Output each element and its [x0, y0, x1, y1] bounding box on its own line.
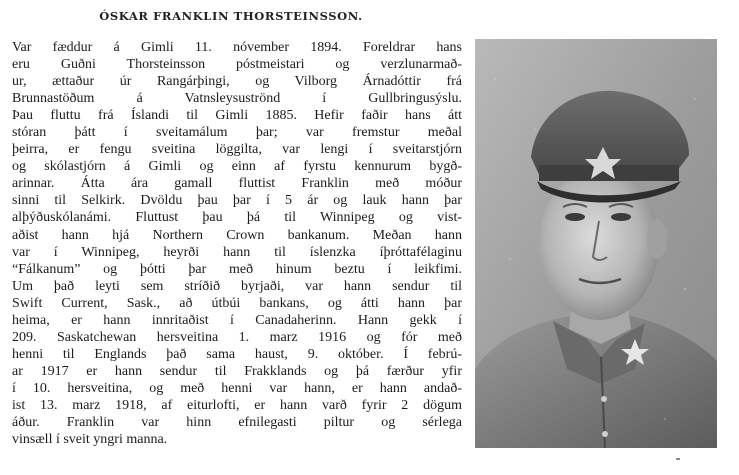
text-line: “Fálkanum” og þótti þar með hinum beztu í leikfimi.	[12, 261, 462, 277]
text-line: og skólastjórn á Gimli og einn af fyrstu kennurum bygð-	[12, 159, 462, 175]
text-line: þeirra, er fengu sveitina löggilta, var lengi í sveitarstjórn	[12, 142, 462, 158]
text-line: var í Winnipeg, heyrði hann til íslenzka íþróttafélaginu	[12, 244, 462, 260]
text-line: Var fæddur á Gimli 11. nóvember 1894. Foreldrar hans	[12, 40, 462, 55]
text-line: sinni til Selkirk. Dvöldu þau þar í 5 ár og lauk hann þar	[12, 193, 462, 209]
biography-text	[12, 39, 462, 448]
text-line: ar 1917 er hann sendur til Frakklands og þá færður yfir	[12, 363, 462, 379]
text-line: eru Guðni Thorsteinsson póstmeistari og verzlunarmað-	[12, 57, 462, 73]
soldier-portrait-photo	[475, 39, 717, 448]
text-line: Þau fluttu frá Íslandi til Gimli 1885. Hefir faðir hans átt	[12, 108, 462, 124]
text-line: 209. Saskatchewan hersveitina 1. marz 1916 og fór með	[12, 329, 462, 345]
text-line: ist 13. marz 1918, af eiturlofti, er hann varð fyrir 2 dögum	[12, 397, 462, 413]
text-line: stóran þátt í sveitamálum þar; var fremstur meðal	[12, 125, 462, 141]
text-line: vinsæll í sveit yngri manna.	[12, 432, 168, 448]
text-line: heima, er hann innritaðist í Canadaherinn. Hann gekk í	[12, 312, 462, 328]
text-line: henni til Englands það sama haust, 9. október. Í febrú-	[12, 346, 462, 362]
biography-heading: ÓSKAR FRANKLIN THORSTEINSSON.	[99, 9, 363, 23]
text-line: aðist hann hjá Northern Crown bankanum. Meðan hann	[12, 227, 462, 243]
text-line: Um það leyti sem stríðið byrjaði, var hann sendur til	[12, 278, 462, 294]
text-line: Brunnastöðum á Vatnsleysuströnd í Gullbringusýslu.	[12, 91, 462, 107]
text-line: áður. Franklin var hinn efnilegasti piltur og sérlega	[12, 415, 462, 431]
text-line: ur, ættaður úr Rangárþingi, og Vilborg Árnadóttir frá	[12, 74, 462, 90]
text-line: alþýðuskólanámi. Fluttust þau þá til Winnipeg og vist-	[12, 210, 462, 226]
page-mark	[676, 458, 680, 460]
text-line: í 10. hersveitina, og með henni var hann, er hann andað-	[12, 380, 462, 396]
text-line: arinnar. Átta ára gamall fluttist Franklin með móður	[12, 176, 462, 192]
text-line: Swift Current, Sask., að útbúi bankans, og átti hann þar	[12, 295, 462, 311]
